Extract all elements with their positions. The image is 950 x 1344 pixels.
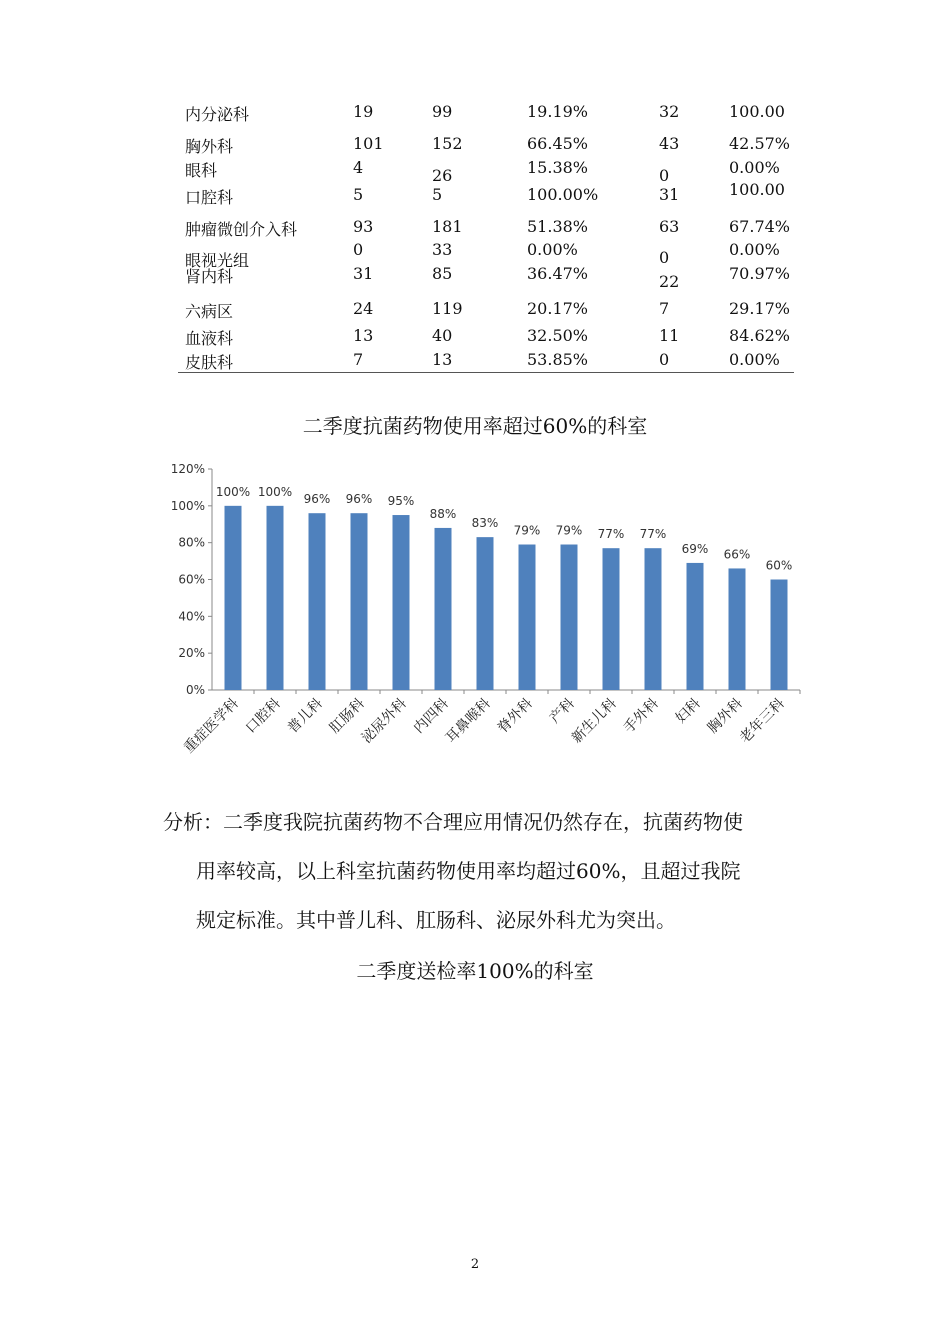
- bar-value-label: 60%: [765, 558, 793, 573]
- table-cell-dept: 血液科: [185, 329, 234, 348]
- x-category-label: 肛肠科: [326, 695, 368, 737]
- table-cell-dept: 肿瘤微创介入科: [185, 220, 298, 239]
- table-cell-b: 181: [432, 217, 463, 236]
- y-tick-label: 60%: [178, 572, 205, 587]
- bar-13: [771, 580, 788, 691]
- table-cell-rate: 66.45%: [527, 134, 589, 153]
- table-cell-rate: 32.50%: [527, 326, 589, 345]
- table-cell-b: 13: [432, 350, 453, 369]
- table-cell-c: 31: [659, 185, 680, 204]
- x-category-label: 手外科: [620, 695, 662, 737]
- next-title-post: 的科室: [533, 959, 594, 983]
- bar-value-label: 77%: [597, 527, 625, 542]
- table-cell-dept: 内分泌科: [185, 105, 250, 124]
- table-cell-rate: 100.00%: [527, 185, 599, 204]
- table-cell-b: 85: [432, 264, 453, 283]
- table-cell-a: 5: [353, 185, 364, 204]
- table-cell-a: 93: [353, 217, 374, 236]
- y-tick-label: 100%: [170, 498, 205, 513]
- table-cell-dept: 眼视光组: [185, 251, 250, 270]
- analysis-line-2-post: ，且超过我院: [620, 859, 741, 883]
- table-cell-a: 19: [353, 102, 374, 121]
- table-cell-dept: 口腔科: [185, 188, 234, 207]
- table-cell-rate: 19.19%: [527, 102, 589, 121]
- table-cell-a: 0: [353, 240, 364, 259]
- chart-title-post: 的科室: [587, 414, 648, 438]
- table-cell-rate2: 0.00%: [729, 240, 780, 259]
- bar-4: [393, 515, 410, 690]
- table-cell-b: 152: [432, 134, 463, 153]
- table-cell-a: 4: [353, 158, 364, 177]
- bar-value-label: 69%: [681, 541, 709, 556]
- y-tick-label: 0%: [185, 683, 205, 697]
- bar-value-label: 66%: [723, 547, 751, 562]
- table-cell-rate2: 0.00%: [729, 350, 780, 369]
- bar-5: [435, 528, 452, 690]
- bar-11: [687, 563, 704, 690]
- y-tick-label: 40%: [178, 609, 205, 624]
- table-cell-b: 119: [432, 299, 463, 318]
- bar-value-label: 83%: [471, 516, 499, 531]
- bar-0: [225, 506, 242, 690]
- bar-9: [603, 548, 620, 690]
- table-cell-a: 7: [353, 350, 364, 369]
- table-cell-rate2: 100.00: [729, 102, 785, 121]
- table-cell-rate: 51.38%: [527, 217, 589, 236]
- table-cell-b: 40: [432, 326, 453, 345]
- table-cell-rate2: 29.17%: [729, 299, 791, 318]
- bar-value-label: 100%: [215, 484, 251, 499]
- bar-value-label: 88%: [429, 506, 457, 521]
- chart-title-pre: 二季度抗菌药物使用率超过: [302, 414, 543, 438]
- y-tick-label: 20%: [178, 646, 205, 661]
- bar-6: [477, 537, 494, 690]
- table-cell-rate2: 42.57%: [729, 134, 791, 153]
- table-cell-rate2: 67.74%: [729, 217, 791, 236]
- bar-value-label: 95%: [387, 494, 415, 509]
- bar-value-label: 96%: [345, 492, 373, 507]
- table-bottom-rule: [178, 372, 794, 373]
- bar-3: [351, 513, 368, 690]
- analysis-line-3: 规定标准。其中普儿科、肛肠科、泌尿外科尤为突出。: [196, 908, 676, 932]
- usage-rate-bar-chart: [160, 455, 810, 775]
- x-category-label: 妇科: [672, 695, 704, 727]
- analysis-line-2-num: 60%: [576, 859, 621, 883]
- x-category-label: 脊外科: [494, 695, 536, 737]
- bar-value-label: 79%: [513, 523, 541, 538]
- table-cell-a: 13: [353, 326, 374, 345]
- table-cell-c: 22: [659, 272, 680, 291]
- x-category-label: 内四科: [410, 695, 452, 737]
- bar-12: [729, 568, 746, 690]
- table-cell-c: 0: [659, 166, 670, 185]
- y-tick-label: 80%: [178, 535, 205, 550]
- table-cell-dept: 肾内科: [185, 267, 234, 286]
- x-category-label: 泌尿外科: [358, 695, 410, 747]
- x-category-label: 老年三科: [736, 695, 788, 747]
- x-category-label: 耳鼻喉科: [442, 695, 494, 747]
- x-category-label: 新生儿科: [568, 695, 620, 747]
- chart-title: [0, 410, 950, 439]
- table-cell-rate: 53.85%: [527, 350, 589, 369]
- chart-title-num: 60%: [542, 414, 588, 438]
- next-section-title: [0, 955, 950, 984]
- x-category-label: 口腔科: [242, 695, 284, 737]
- table-cell-a: 31: [353, 264, 374, 283]
- table-cell-a: 101: [353, 134, 384, 153]
- table-cell-rate2: 0.00%: [729, 158, 780, 177]
- analysis-line-2: [196, 855, 740, 884]
- table-cell-dept: 眼科: [185, 161, 218, 180]
- bar-1: [267, 506, 284, 690]
- table-cell-dept: 六病区: [185, 302, 234, 321]
- x-category-label: 胸外科: [704, 695, 746, 737]
- bar-8: [561, 545, 578, 690]
- table-cell-rate: 20.17%: [527, 299, 589, 318]
- table-cell-c: 7: [659, 299, 670, 318]
- table-cell-b: 26: [432, 166, 453, 185]
- table-cell-a: 24: [353, 299, 374, 318]
- table-cell-rate: 0.00%: [527, 240, 578, 259]
- bar-value-label: 96%: [303, 492, 331, 507]
- table-cell-b: 99: [432, 102, 453, 121]
- bar-7: [519, 545, 536, 690]
- x-category-label: 普儿科: [284, 695, 326, 737]
- x-category-label: 重症医学科: [181, 695, 242, 757]
- table-cell-c: 11: [659, 326, 680, 345]
- bar-10: [645, 548, 662, 690]
- table-cell-c: 0: [659, 350, 670, 369]
- table-cell-dept: 胸外科: [185, 137, 234, 156]
- bar-value-label: 100%: [257, 484, 293, 499]
- table-cell-rate2: 100.00: [729, 180, 785, 199]
- y-tick-label: 120%: [170, 462, 205, 476]
- table-cell-c: 0: [659, 248, 670, 267]
- next-title-num: 100%: [476, 959, 534, 983]
- analysis-line-2-pre: 用率较高，以上科室抗菌药物使用率均超过: [196, 859, 576, 883]
- analysis-line-1: 分析：二季度我院抗菌药物不合理应用情况仍然存在，抗菌药物使: [163, 810, 743, 834]
- table-cell-dept: 皮肤科: [185, 353, 234, 372]
- table-cell-rate: 15.38%: [527, 158, 589, 177]
- table-cell-rate2: 70.97%: [729, 264, 791, 283]
- table-cell-rate: 36.47%: [527, 264, 589, 283]
- table-cell-b: 5: [432, 185, 443, 204]
- table-cell-c: 63: [659, 217, 680, 236]
- page-number: 2: [470, 1257, 480, 1272]
- bar-value-label: 77%: [639, 527, 667, 542]
- x-category-label: 产科: [546, 695, 578, 727]
- table-cell-c: 43: [659, 134, 680, 153]
- table-cell-c: 32: [659, 102, 680, 121]
- table-cell-b: 33: [432, 240, 453, 259]
- bar-value-label: 79%: [555, 523, 583, 538]
- next-title-pre: 二季度送检率: [356, 959, 477, 983]
- bar-2: [309, 513, 326, 690]
- table-cell-rate2: 84.62%: [729, 326, 791, 345]
